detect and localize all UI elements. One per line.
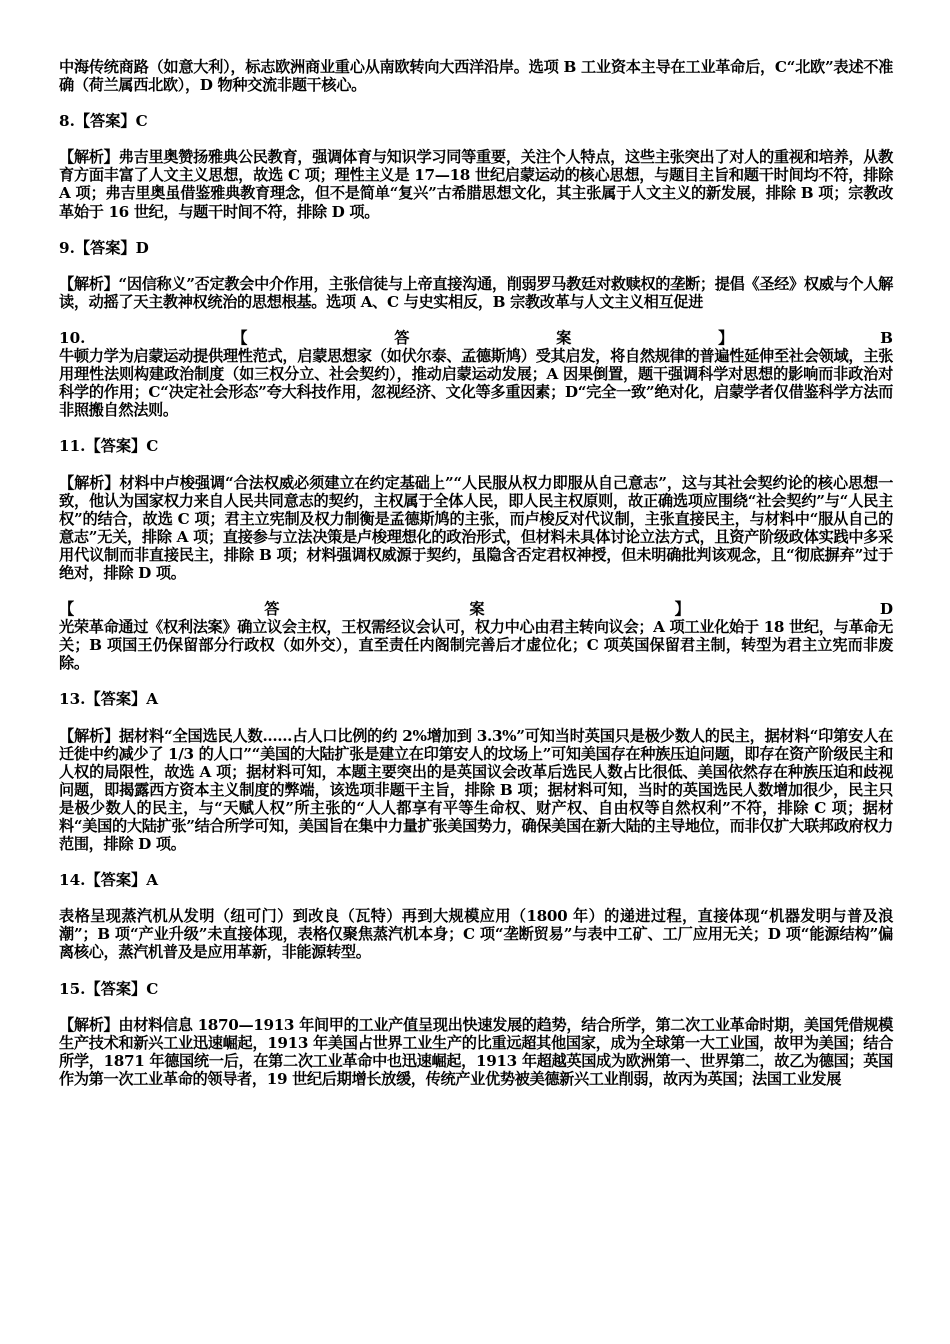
document-page [59, 58, 893, 1088]
question-number: 11. [59, 437, 86, 456]
answer-item-10 [59, 329, 893, 419]
answer-item-8 [59, 112, 893, 220]
analysis-paragraph: 光荣革命通过《权利法案》确立议会主权，王权需经议会认可，权力中心由君主转向议会；A 项工业化始于 18 世纪，与革命无关；B 项国王仍保留部分行政权（如外交），直至责任内阁制完善后才虚位化；C 项英国保留君主制，转型为君主立宪而非废除。 [59, 618, 893, 673]
bracket-close: 】 [718, 328, 734, 347]
answer-heading-spread [59, 329, 893, 347]
answer-label: 【答案】 [74, 112, 136, 131]
bracket-open: 【 [232, 328, 248, 347]
question-number: 9. [59, 238, 75, 257]
answer-value: A [146, 871, 158, 890]
question-number: 8. [59, 112, 75, 131]
answer-label-char: 答 [394, 328, 410, 347]
answer-label: 【答案】 [85, 690, 147, 709]
answer-heading [59, 239, 893, 257]
answer-item-12 [59, 600, 893, 672]
answer-label: 【答案】 [85, 979, 147, 998]
answer-label-char: 案 [556, 328, 572, 347]
answer-label: 【答案】 [74, 238, 136, 257]
answer-item-13 [59, 690, 893, 853]
answer-item-11 [59, 437, 893, 582]
analysis-paragraph: 【解析】由材料信息 1870—1913 年间甲的工业产值呈现出快速发展的趋势，结合所学，第二次工业革命时期，美国凭借规模生产技术和新兴工业迅速崛起，1913 年美国占世界工业生产的比重远超其他国家，成为全球第一大工业国，故甲为美国；结合所学，1871 年德国统一后，在第二次工业革命中也迅速崛起，1913 年超越英国成为欧洲第一、世界第二，故乙为德国；英国作为第一次工业革命的领导者，19 世纪后期增长放缓，传统产业优势被美德新兴工业削弱，故丙为英国；法国工业发展 [59, 1015, 893, 1088]
continuation-paragraph: 中海传统商路（如意大利），标志欧洲商业重心从南欧转向大西洋沿岸。选项 B 工业资本主导在工业革命后，C“北欧”表述不准确（荷兰属西北欧），D 物种交流非题干核心。 [59, 58, 893, 95]
analysis-paragraph: 【解析】据材料“全国选民人数......占人口比例的约 2%增加到 3.3%”可知当时英国只是极少数人的民主，据材料“印第安人在迁徙中约减少了 1/3 的人口”“美国的大陆扩张是建立在印第安人的坟场上”可知美国存在种族压迫问题，即存在资产阶级民主和人权的局限性，故选 A 项；据材料可知，本题主要突出的是英国议会改革后选民人数占比很低、美国依然存在种族压迫和歧视问题，即揭露西方资本主义制度的弊端，该选项非题干主旨，排除 B 项；据材料可知，当时的英国选民人数增加很少，民主只是极少数人的民主，与“天赋人权”所主张的“人人都享有平等生命权、财产权、自由权等自然权利”不符，排除 C 项；据材料“美国的大陆扩张”结合所学可知，美国旨在集中力量扩张美国势力，确保美国在新大陆的主导地位，而非仅扩大联邦政府权力范围，排除 D 项。 [59, 726, 894, 854]
bracket-open: 【 [59, 600, 75, 619]
analysis-paragraph: 【解析】材料中卢梭强调“合法权威必须建立在约定基础上”“人民服从权力即服从自己意志”，这与其社会契约论的核心思想一致，他认为国家权力来自人民共同意志的契约，主权属于全体人民，即人民主权原则，故正确选项应围绕“社会契约”与“人民主权”的结合，故选 C 项；君主立宪制及权力制衡是孟德斯鸠的主张，而卢梭反对代议制，主张直接民主，与材料中“服从自己的意志”无关，排除 A 项；直接参与立法决策是卢梭理想化的政治形式，但材料未具体讨论立法方式，且资产阶级政体实践中多采用代议制而非直接民主，排除 B 项；材料强调权威源于契约，虽隐含否定君权神授，但未明确批判该观念，且“彻底摒弃”过于绝对，排除 D 项。 [59, 473, 893, 582]
question-number: 15. [59, 979, 86, 998]
answer-heading [59, 871, 893, 889]
question-number: 13. [59, 690, 86, 709]
answer-value: C [135, 112, 148, 131]
answer-label-char: 案 [469, 600, 485, 619]
question-number: 14. [59, 871, 86, 890]
question-number: 10. [59, 328, 86, 347]
analysis-paragraph: 【解析】“因信称义”否定教会中介作用，主张信徒与上帝直接沟通，削弱罗马教廷对救赎权的垄断；提倡《圣经》权威与个人解读，动摇了天主教神权统治的思想根基。选项 A、C 与史实相反，B 宗教改革与人文主义相互促进 [59, 274, 893, 311]
answer-label-char: 答 [264, 600, 280, 619]
answer-value: C [146, 437, 159, 456]
answer-value: C [146, 979, 159, 998]
answer-label: 【答案】 [85, 871, 147, 890]
answer-label: 【答案】 [85, 437, 147, 456]
analysis-paragraph: 【解析】弗吉里奥赞扬雅典公民教育，强调体育与知识学习同等重要，关注个人特点，这些主张突出了对人的重视和培养，从教育方面丰富了人文主义思想，故选 C 项；理性主义是 17—18 世纪启蒙运动的核心思想，与题目主旨和题干时间均不符，排除 A 项；弗吉里奥虽借鉴雅典教育理念，但不是简单“复兴”古希腊思想文化，其主张属于人文主义的新发展，排除 B 项；宗教改革始于 16 世纪，与题干时间不符，排除 D 项。 [59, 148, 893, 221]
answer-item-14 [59, 871, 893, 961]
bracket-close: 】 [674, 600, 690, 619]
answer-value: B [880, 328, 893, 347]
answer-value: D [879, 600, 893, 619]
answer-heading [59, 690, 893, 708]
analysis-paragraph: 牛顿力学为启蒙运动提供理性范式，启蒙思想家（如伏尔泰、孟德斯鸠）受其启发，将自然规律的普遍性延伸至社会领域，主张用理性法则构建政治制度（如三权分立、社会契约），推动启蒙运动发展；A 因果倒置，题干强调科学对思想的影响而非政治对科学的作用；C“决定社会形态”夸大科技作用，忽视经济、文化等多重因素；D“完全一致”绝对化，启蒙学者仅借鉴科学方法而非照搬自然法则。 [59, 347, 893, 420]
answer-item-15 [59, 980, 893, 1088]
answer-heading [59, 980, 893, 998]
answer-value: D [135, 238, 149, 257]
answer-heading [59, 437, 893, 455]
answer-heading-spread [59, 600, 893, 618]
answer-item-9 [59, 239, 893, 311]
analysis-paragraph: 表格呈现蒸汽机从发明（纽可门）到改良（瓦特）再到大规模应用（1800 年）的递进过程，直接体现“机器发明与普及浪潮”；B 项“产业升级”未直接体现，表格仅聚焦蒸汽机本身；C 项“垄断贸易”与表中工矿、工厂应用无关；D 项“能源结构”偏离核心，蒸汽机普及是应用革新，非能源转型。 [59, 907, 893, 962]
answer-value: A [146, 690, 158, 709]
answer-heading [59, 112, 893, 130]
